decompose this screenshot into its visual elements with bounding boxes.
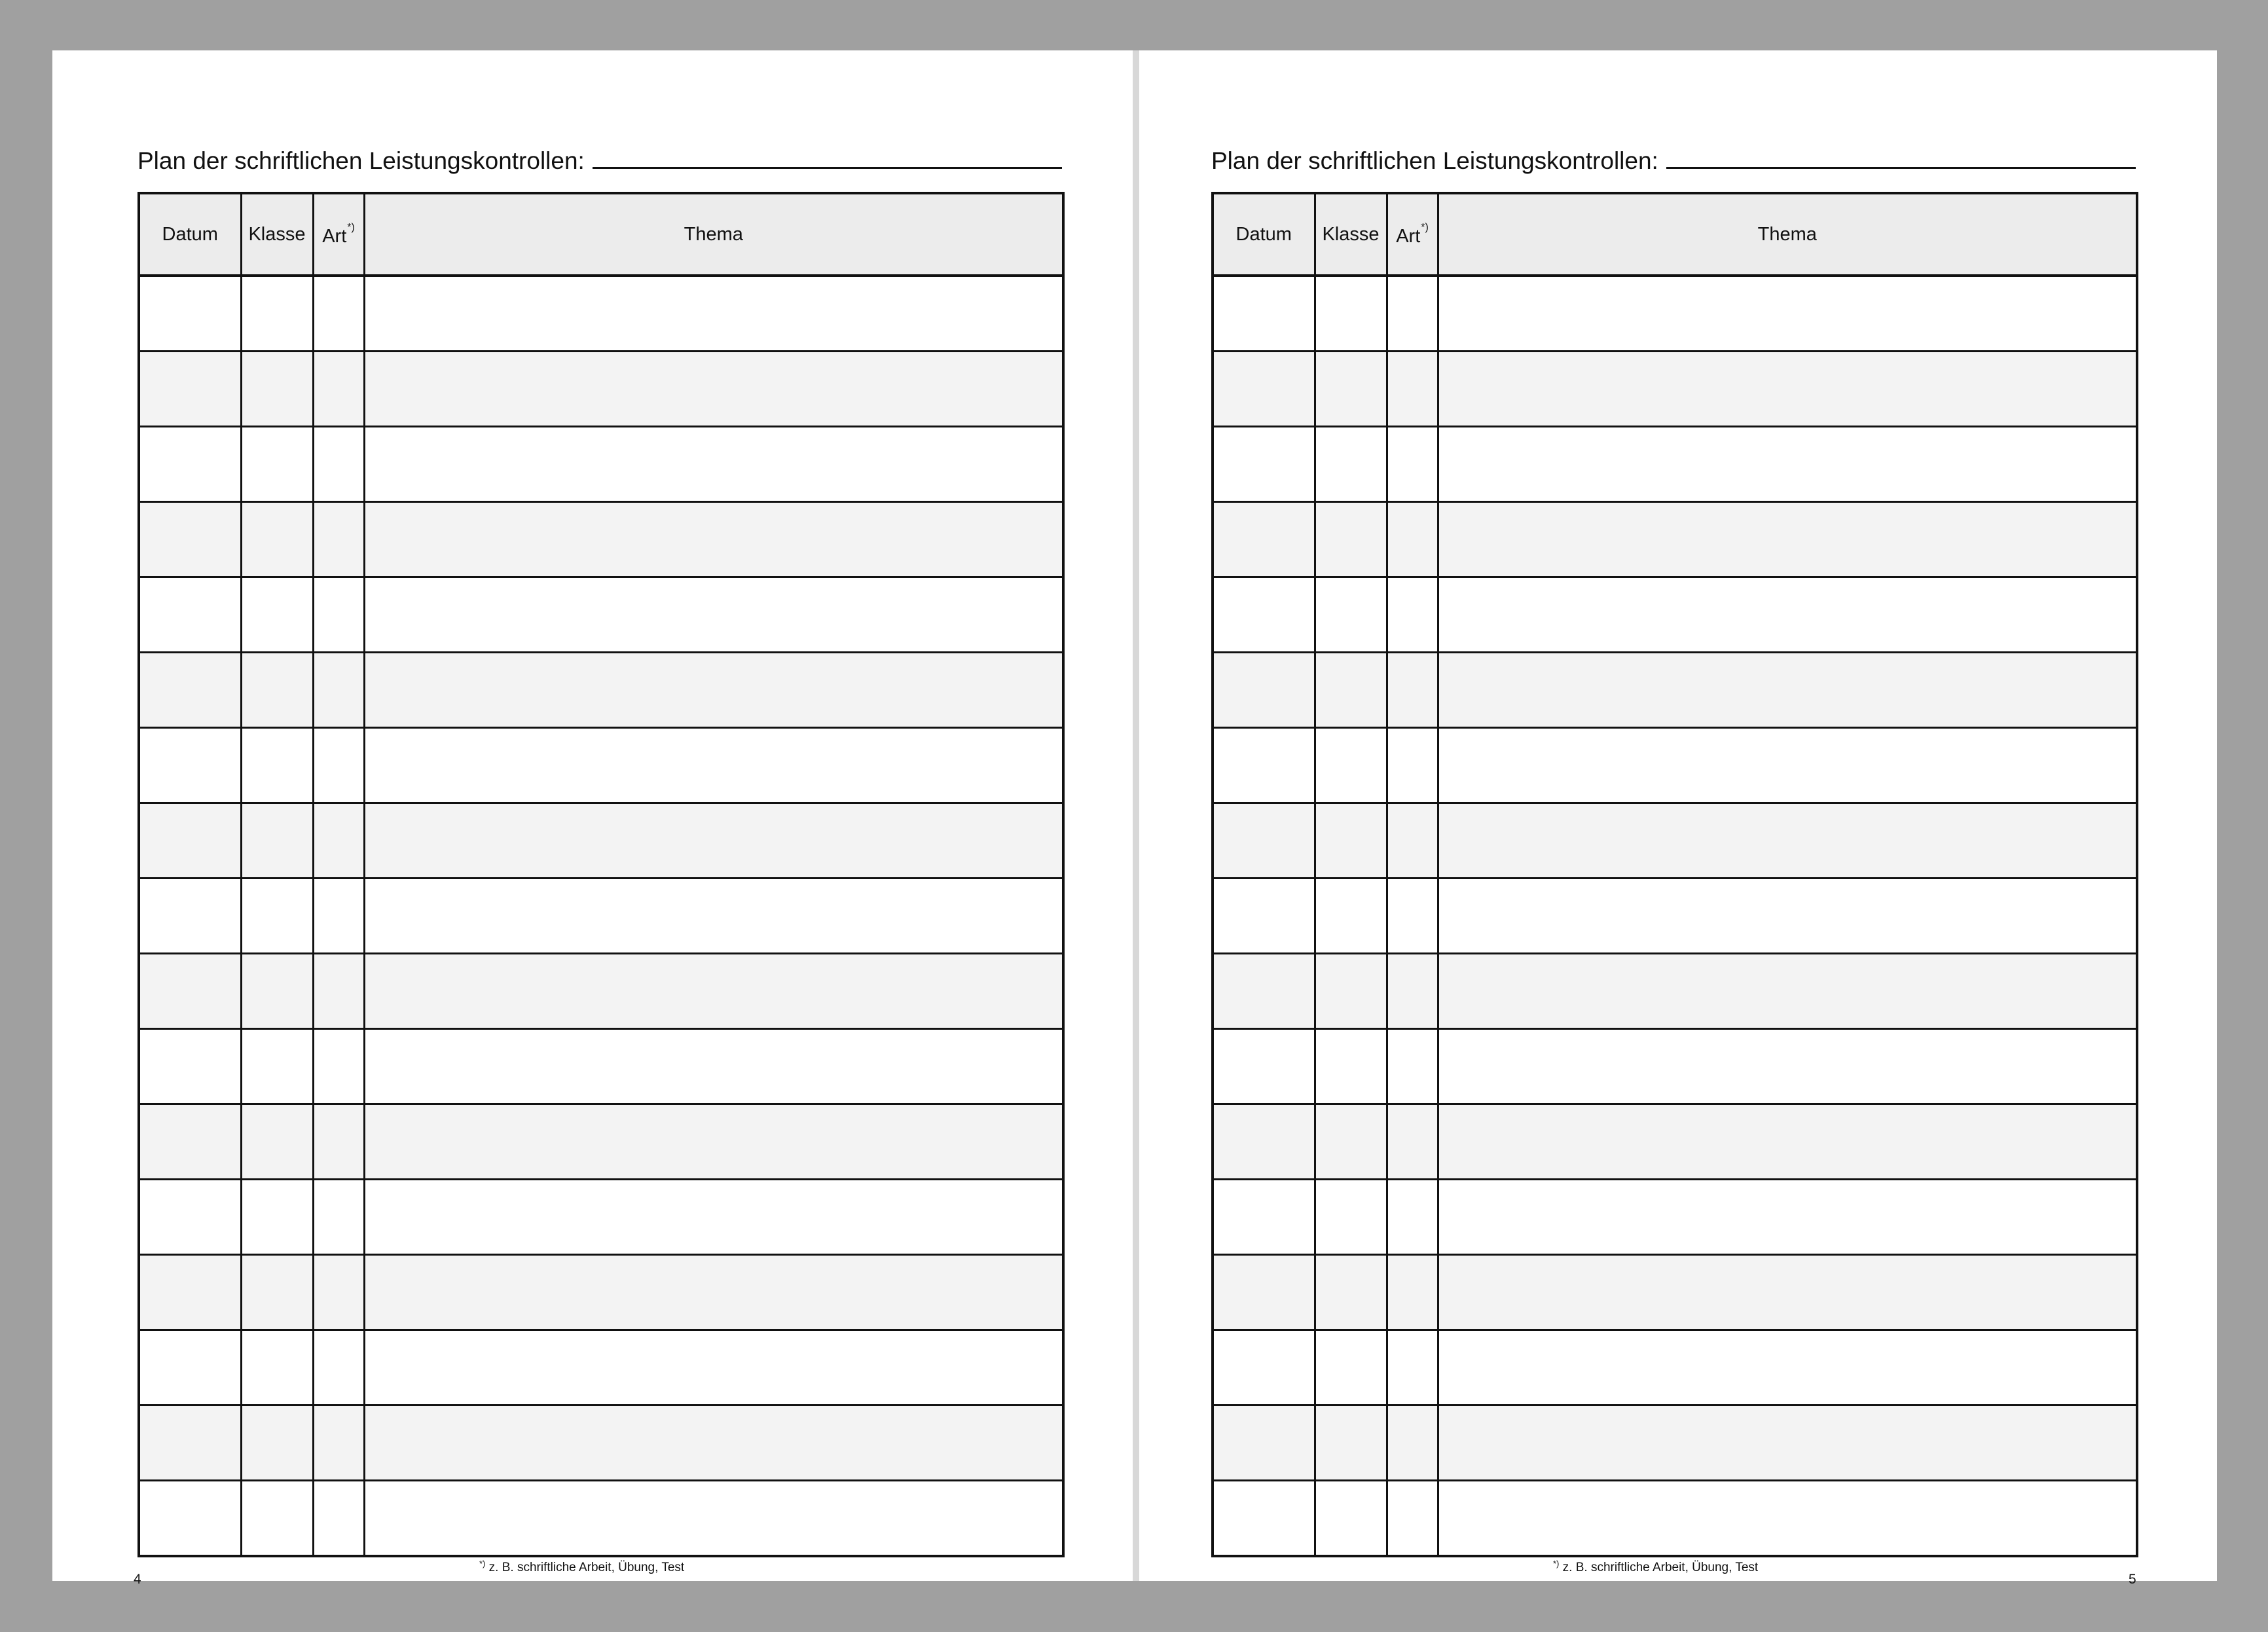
cell-datum <box>139 653 241 728</box>
cell-thema <box>364 1481 1063 1557</box>
cell-thema <box>364 879 1063 954</box>
table-row <box>139 879 1063 954</box>
cell-art <box>313 653 364 728</box>
cell-datum <box>139 1255 241 1330</box>
cell-klasse <box>241 653 313 728</box>
table-row <box>139 1180 1063 1255</box>
cell-thema <box>1438 352 2137 427</box>
cell-art <box>1387 653 1438 728</box>
cell-klasse <box>1315 954 1387 1029</box>
cell-datum <box>1213 879 1315 954</box>
table-row <box>139 803 1063 879</box>
page-heading <box>1211 147 2136 175</box>
cell-klasse <box>241 803 313 879</box>
cell-art <box>1387 427 1438 502</box>
column-header-datum: Datum <box>1213 193 1315 276</box>
cell-klasse <box>241 1255 313 1330</box>
cell-datum <box>1213 1405 1315 1481</box>
cell-art <box>1387 352 1438 427</box>
table-row <box>1213 276 2137 352</box>
cell-art <box>313 352 364 427</box>
cell-thema <box>364 352 1063 427</box>
cell-art <box>313 502 364 577</box>
cell-klasse <box>1315 427 1387 502</box>
table-row <box>1213 577 2137 653</box>
cell-datum <box>1213 1180 1315 1255</box>
table-row <box>1213 1405 2137 1481</box>
cell-art <box>1387 502 1438 577</box>
footnote <box>479 1559 684 1575</box>
book-gutter <box>1133 50 1139 1581</box>
table-row <box>1213 1104 2137 1180</box>
cell-datum <box>1213 352 1315 427</box>
page-number: 4 <box>134 1572 141 1587</box>
table-row <box>139 1481 1063 1557</box>
heading-text: Plan der schriftlichen Leistungskontrollen: <box>137 147 585 174</box>
cell-thema <box>364 427 1063 502</box>
cell-thema <box>1438 728 2137 803</box>
cell-art <box>1387 1255 1438 1330</box>
table-row <box>139 352 1063 427</box>
cell-thema <box>1438 1029 2137 1104</box>
cell-datum <box>1213 1104 1315 1180</box>
cell-datum <box>1213 1481 1315 1557</box>
cell-art <box>313 1029 364 1104</box>
cell-datum <box>1213 803 1315 879</box>
cell-datum <box>1213 653 1315 728</box>
cell-klasse <box>1315 577 1387 653</box>
cell-klasse <box>1315 1255 1387 1330</box>
cell-thema <box>1438 954 2137 1029</box>
cell-thema <box>364 276 1063 352</box>
cell-datum <box>1213 427 1315 502</box>
cell-art <box>1387 1180 1438 1255</box>
cell-thema <box>1438 502 2137 577</box>
cell-art <box>313 879 364 954</box>
column-header-art: Art*) <box>1387 193 1438 276</box>
cell-klasse <box>241 427 313 502</box>
cell-thema <box>364 1405 1063 1481</box>
cell-datum <box>139 803 241 879</box>
table-row <box>139 1330 1063 1405</box>
table-row <box>139 1405 1063 1481</box>
cell-klasse <box>1315 352 1387 427</box>
column-header-klasse: Klasse <box>241 193 313 276</box>
cell-datum <box>139 276 241 352</box>
table-row <box>139 276 1063 352</box>
column-header-thema: Thema <box>364 193 1063 276</box>
cell-klasse <box>241 1330 313 1405</box>
table-row <box>139 577 1063 653</box>
cell-klasse <box>241 502 313 577</box>
cell-datum <box>139 728 241 803</box>
cell-klasse <box>241 1481 313 1557</box>
page-left <box>52 50 1133 1587</box>
cell-datum <box>1213 577 1315 653</box>
cell-thema <box>364 803 1063 879</box>
table-row <box>139 427 1063 502</box>
table-row <box>139 1029 1063 1104</box>
table-row <box>1213 1180 2137 1255</box>
cell-klasse <box>241 1104 313 1180</box>
cell-thema <box>1438 1255 2137 1330</box>
cell-klasse <box>1315 1330 1387 1405</box>
cell-art <box>313 427 364 502</box>
table-row <box>139 728 1063 803</box>
footnote-text: z. B. schriftliche Arbeit, Übung, Test <box>1562 1561 1759 1574</box>
cell-klasse <box>1315 653 1387 728</box>
assessment-plan-table <box>1211 192 2138 1557</box>
table-row <box>139 653 1063 728</box>
cell-thema <box>364 728 1063 803</box>
cell-art <box>313 803 364 879</box>
cell-thema <box>364 653 1063 728</box>
table-row <box>1213 1481 2137 1557</box>
cell-art <box>313 1405 364 1481</box>
table-row <box>1213 352 2137 427</box>
cell-klasse <box>1315 502 1387 577</box>
cell-thema <box>1438 653 2137 728</box>
page-number: 5 <box>2129 1572 2136 1587</box>
column-header-klasse: Klasse <box>1315 193 1387 276</box>
cell-art <box>313 577 364 653</box>
cell-klasse <box>241 728 313 803</box>
cell-datum <box>1213 276 1315 352</box>
cell-klasse <box>1315 879 1387 954</box>
cell-datum <box>1213 502 1315 577</box>
table-row <box>1213 879 2137 954</box>
page-heading <box>137 147 1062 175</box>
cell-thema <box>364 1330 1063 1405</box>
cell-datum <box>139 427 241 502</box>
table-row <box>1213 1330 2137 1405</box>
cell-art <box>1387 728 1438 803</box>
table-row <box>1213 954 2137 1029</box>
footnote-marker: *) <box>1421 221 1429 233</box>
table-row <box>1213 653 2137 728</box>
cell-thema <box>1438 427 2137 502</box>
cell-datum <box>139 1405 241 1481</box>
cell-klasse <box>241 879 313 954</box>
cell-klasse <box>241 1180 313 1255</box>
heading-fill-line <box>1666 147 2136 169</box>
cell-datum <box>1213 954 1315 1029</box>
cell-art <box>1387 1481 1438 1557</box>
cell-art <box>1387 954 1438 1029</box>
cell-datum <box>1213 728 1315 803</box>
cell-thema <box>1438 1330 2137 1405</box>
table-body <box>1213 276 2137 1556</box>
cell-klasse <box>1315 728 1387 803</box>
table-row <box>1213 803 2137 879</box>
cell-art <box>313 1180 364 1255</box>
column-header-datum: Datum <box>139 193 241 276</box>
table-row <box>1213 427 2137 502</box>
cell-thema <box>1438 276 2137 352</box>
cell-klasse <box>241 1029 313 1104</box>
cell-klasse <box>241 352 313 427</box>
table-row <box>1213 728 2137 803</box>
cell-thema <box>1438 879 2137 954</box>
cell-klasse <box>241 276 313 352</box>
column-header-art: Art*) <box>313 193 364 276</box>
cell-art <box>313 1104 364 1180</box>
cell-art <box>1387 577 1438 653</box>
cell-datum <box>139 1180 241 1255</box>
table-row <box>139 954 1063 1029</box>
cell-klasse <box>1315 276 1387 352</box>
cell-thema <box>364 577 1063 653</box>
cell-datum <box>139 352 241 427</box>
cell-thema <box>1438 1104 2137 1180</box>
cell-datum <box>1213 1255 1315 1330</box>
table-row <box>1213 502 2137 577</box>
assessment-plan-table <box>137 192 1065 1557</box>
cell-datum <box>139 954 241 1029</box>
heading-text: Plan der schriftlichen Leistungskontrollen: <box>1211 147 1658 174</box>
cell-thema <box>364 502 1063 577</box>
cell-datum <box>139 1104 241 1180</box>
table-row <box>1213 1029 2137 1104</box>
table-row <box>1213 1255 2137 1330</box>
cell-klasse <box>1315 1481 1387 1557</box>
footnote-text: z. B. schriftliche Arbeit, Übung, Test <box>488 1561 685 1574</box>
cell-thema <box>364 1255 1063 1330</box>
cell-klasse <box>1315 1405 1387 1481</box>
cell-datum <box>139 502 241 577</box>
cell-art <box>313 276 364 352</box>
cell-art <box>313 954 364 1029</box>
cell-datum <box>139 1481 241 1557</box>
cell-thema <box>364 1180 1063 1255</box>
table-body <box>139 276 1063 1556</box>
cell-art <box>1387 1104 1438 1180</box>
column-header-thema: Thema <box>1438 193 2137 276</box>
cell-klasse <box>1315 1029 1387 1104</box>
cell-klasse <box>1315 1104 1387 1180</box>
cell-thema <box>364 1029 1063 1104</box>
table-row <box>139 1104 1063 1180</box>
cell-art <box>1387 1405 1438 1481</box>
cell-datum <box>139 1029 241 1104</box>
cell-art <box>313 1330 364 1405</box>
cell-klasse <box>1315 1180 1387 1255</box>
cell-klasse <box>241 954 313 1029</box>
cell-klasse <box>1315 803 1387 879</box>
cell-thema <box>364 1104 1063 1180</box>
heading-fill-line <box>593 147 1062 169</box>
cell-art <box>1387 1029 1438 1104</box>
table-row <box>139 502 1063 577</box>
footnote-marker: *) <box>1553 1559 1560 1569</box>
cell-thema <box>1438 577 2137 653</box>
cell-datum <box>1213 1029 1315 1104</box>
table-header-row <box>1213 193 2137 276</box>
cell-datum <box>139 1330 241 1405</box>
table-row <box>139 1255 1063 1330</box>
cell-thema <box>1438 1180 2137 1255</box>
cell-klasse <box>241 1405 313 1481</box>
cell-thema <box>1438 1481 2137 1557</box>
cell-datum <box>139 879 241 954</box>
cell-art <box>313 728 364 803</box>
cell-art <box>313 1481 364 1557</box>
page-right <box>1139 50 2217 1587</box>
cell-thema <box>364 954 1063 1029</box>
cell-klasse <box>241 577 313 653</box>
footnote-marker: *) <box>479 1559 486 1569</box>
table-header-row <box>139 193 1063 276</box>
footnote <box>1553 1559 1758 1575</box>
cell-art <box>1387 803 1438 879</box>
cell-art <box>313 1255 364 1330</box>
cell-art <box>1387 276 1438 352</box>
footnote-marker: *) <box>347 221 355 233</box>
cell-thema <box>1438 1405 2137 1481</box>
cell-art <box>1387 879 1438 954</box>
cell-datum <box>139 577 241 653</box>
cell-thema <box>1438 803 2137 879</box>
cell-datum <box>1213 1330 1315 1405</box>
cell-art <box>1387 1330 1438 1405</box>
